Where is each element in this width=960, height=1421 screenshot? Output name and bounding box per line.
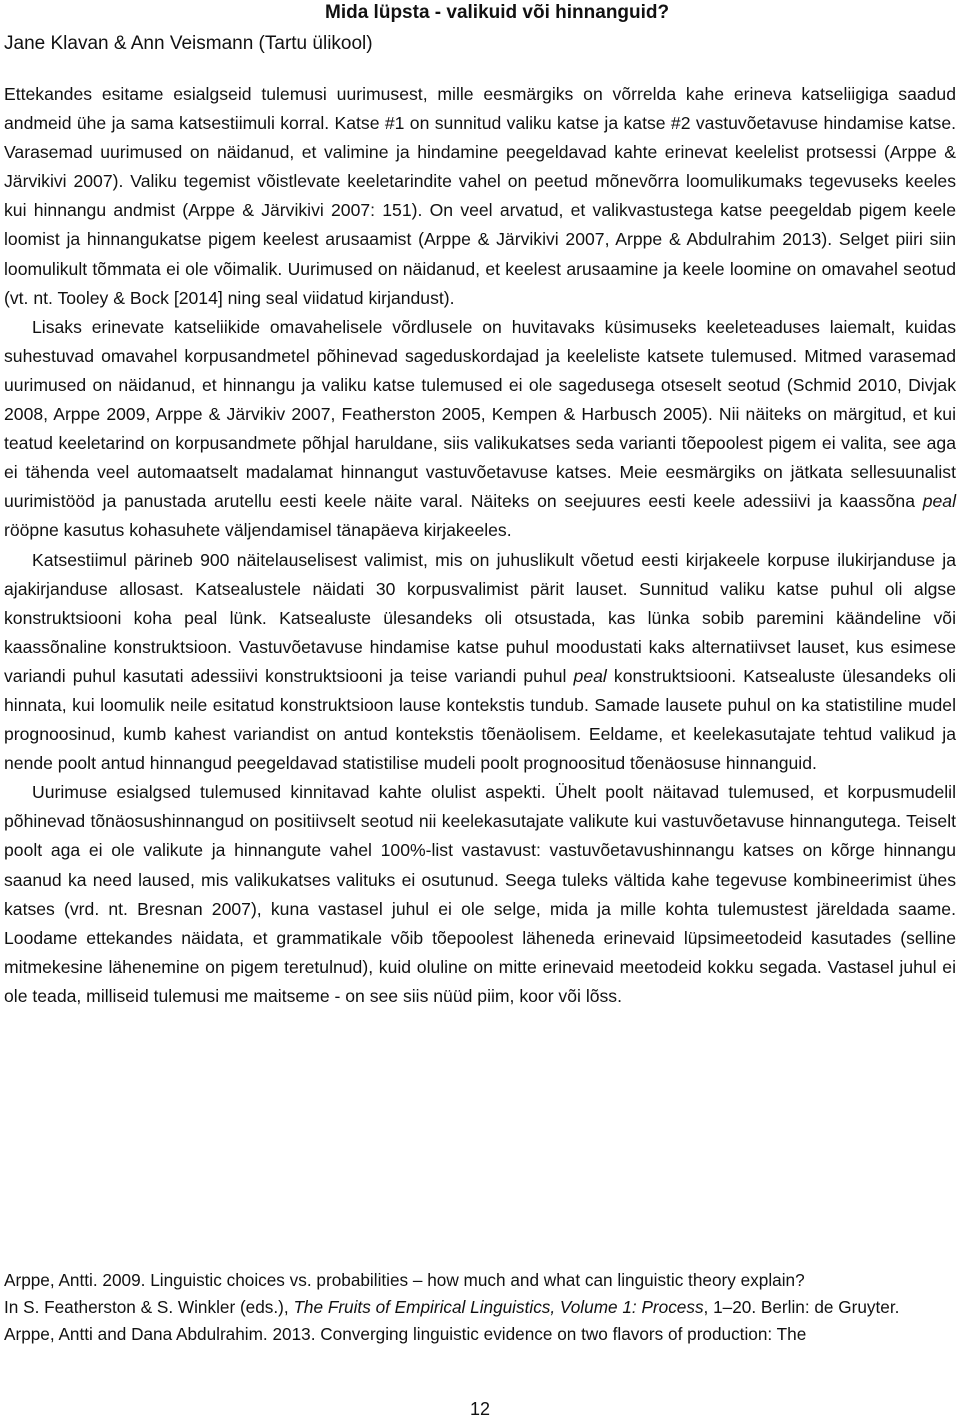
document-page	[4, 0, 956, 1421]
reference-1-publisher: , 1–20. Berlin: de Gruyter.	[703, 1297, 900, 1317]
reference-1-editors: In S. Featherston & S. Winkler (eds.),	[4, 1297, 289, 1317]
paragraph-2	[4, 313, 956, 546]
paragraph-2-text: Lisaks erinevate katseliikide omavahelisele võrdlusele on huvitavaks küsimuseks keeleteaduses laiemalt, kuidas suhestuvad omavahel korpusandmetel põhinevad sageduskordajad ja keeleliste katsete tulemused. Mitmed varasemad uurimused on näidanud, et hinnangu ja valiku katse tulemused ei ole sagedusega otseselt seotud (Schmid 2010, Divjak 2008, Arppe 2009, Arppe & Järvikiv 2007, Featherston 2005, Kempen & Harbusch 2005). Nii näiteks on märgitud, et kui teatud keeletarind on korpusandmete põhjal haruldane, siis valikukatses seda varianti tõepoolest pigem ei valita, see aga ei tähenda veel automaatselt madalamat hinnangut vastuvõetavuse katses. Meie eesmärgiks on jätkata sellesuunalist uurimistööd ja panustada arutellu eesti keele näite varal. Näiteks on seejuures eesti keele adessiivi ja kaassõna	[4, 316, 956, 512]
paragraph-2-italic-term: peal	[922, 491, 956, 512]
reference-entry: Arppe, Antti and Dana Abdulrahim. 2013. Converging linguistic evidence on two flavors of production: The	[4, 1324, 807, 1344]
abstract-body	[4, 80, 956, 1011]
paragraph-4: Uurimuse esialgsed tulemused kinnitavad kahte olulist aspekti. Ühelt poolt näitavad tulemused, et korpusmudelil põhinevad tõnäosushinnangud on positiivselt seotud nii keelekasutajate valikute kui vastuvõetavuse hinnangutega. Teiselt poolt aga ei ole valikute ja hinnangute vahel 100%-list vastavust: vastuvõetavushinnangu katses on kõrge hinnangu saanud ka need laused, mis valikukatses valituks ei osutunud. Seega tuleks vältida kahe tegevuse kombineerimist ühes katses (vrd. nt. Bresnan 2007), kuna vastasel juhul ei ole selge, mida ja mille kohta tulemustest järeldada saame. Loodame ettekandes näidata, et grammatikale võib tõepoolest läheneda erinevaid lüpsimeetodeid kasutades (selline mitmekesine lähenemine on pigem teretulnud), kuid oluline on mitte erinevaid meetodeid kokku segada. Vastasel juhul ei ole teada, milliseid tulemusi me maitseme - on see siis nüüd piim, koor või lõss.	[4, 782, 956, 1006]
references-list	[4, 1267, 956, 1348]
paragraph-3-tail: konstruktsiooni. Katsealuste ülesandeks oli hinnata, kui loomulik neile esitatud konstruktsioon lause kontekstis tundub. Samade lausete puhul on ka statistiline mudel prognoosinud, kumb kahest variandist on antud kontekstis tõenäolisem. Eeldame, et keelekasutajate tehtud valikud ja nende poolt antud hinnangud peegeldavad statistilise mudeli poolt prognoositud tõenäosuse hinnanguid.	[4, 665, 957, 774]
reference-1-continuation	[4, 1294, 956, 1321]
paragraph-3-italic-term: peal	[573, 665, 607, 686]
reference-1-first-line: Arppe, Antti. 2009. Linguistic choices vs. probabilities – how much and what can linguistic theory explain?	[4, 1270, 805, 1290]
page-number: 12	[470, 1399, 491, 1419]
paragraph-2-tail: rööpne kasutus kohasuhete väljendamisel tänapäeva kirjakeeles.	[4, 520, 512, 541]
document-authors: Jane Klavan & Ann Veismann (Tartu ülikool)	[4, 33, 373, 54]
paragraph-1: Ettekandes esitame esialgseid tulemusi uurimusest, mille eesmärgiks on võrrelda kahe erineva katseliigiga saadud andmeid ühe ja sama katsestiimuli korral. Katse #1 on sunnitud valiku katse ja katse #2 vastuvõetavuse hindamise katse. Varasemad uurimused on näidanud, et valimine ja hindamine peegeldavad kahte erinevat keelelist protsessi (Arppe & Järvikivi 2007). Valiku tegemist võistlevate keeletarindite vahel on peetud mõnevõrra loomulikumaks tegevuseks keeles kui hinnangu andmist (Arppe & Järvikivi 2007: 151). On veel arvatud, et valikvastustega katse peegeldab pigem keele loomist ja hinnangukatse pigem keelest arusaamist (Arppe & Järvikivi 2007, Arppe & Abdulrahim 2013). Selget piiri siin loomulikult tõmmata ei ole võimalik. Uurimused on näidanud, et keelest arusaamine ja keele loomine on omavahel seotud (vt. nt. Tooley & Bock [2014] ning seal viidatud kirjandust).	[4, 84, 956, 308]
reference-entry	[4, 1267, 956, 1321]
document-title: Mida lüpsta - valikuid või hinnanguid?	[325, 2, 670, 23]
paragraph-3	[4, 546, 956, 779]
paragraph-3-text: Katsestiimul pärineb 900 näitelauselisest valimist, mis on juhuslikult võetud eesti kirjakeele korpuse ilukirjanduse ja ajakirjanduse allosast. Katsealustele näidati 30 korpusvalimist pärit lauset. Sunnitud valiku katse puhul oli algse konstruktsiooni koha peal lünk. Katsealuste ülesandeks oli otsustada, kas lünka sobib paremini käändeline või kaassõnaline konstruktsioon. Vastuvõetavuse hindamise katse puhul moodustati kaks alternatiivset lauset, kus esimese variandi puhul kasutati adessiivi konstruktsiooni ja teise variandi puhul	[4, 549, 956, 686]
reference-1-book-title: The Fruits of Empirical Linguistics, Volume 1: Process	[293, 1297, 704, 1317]
